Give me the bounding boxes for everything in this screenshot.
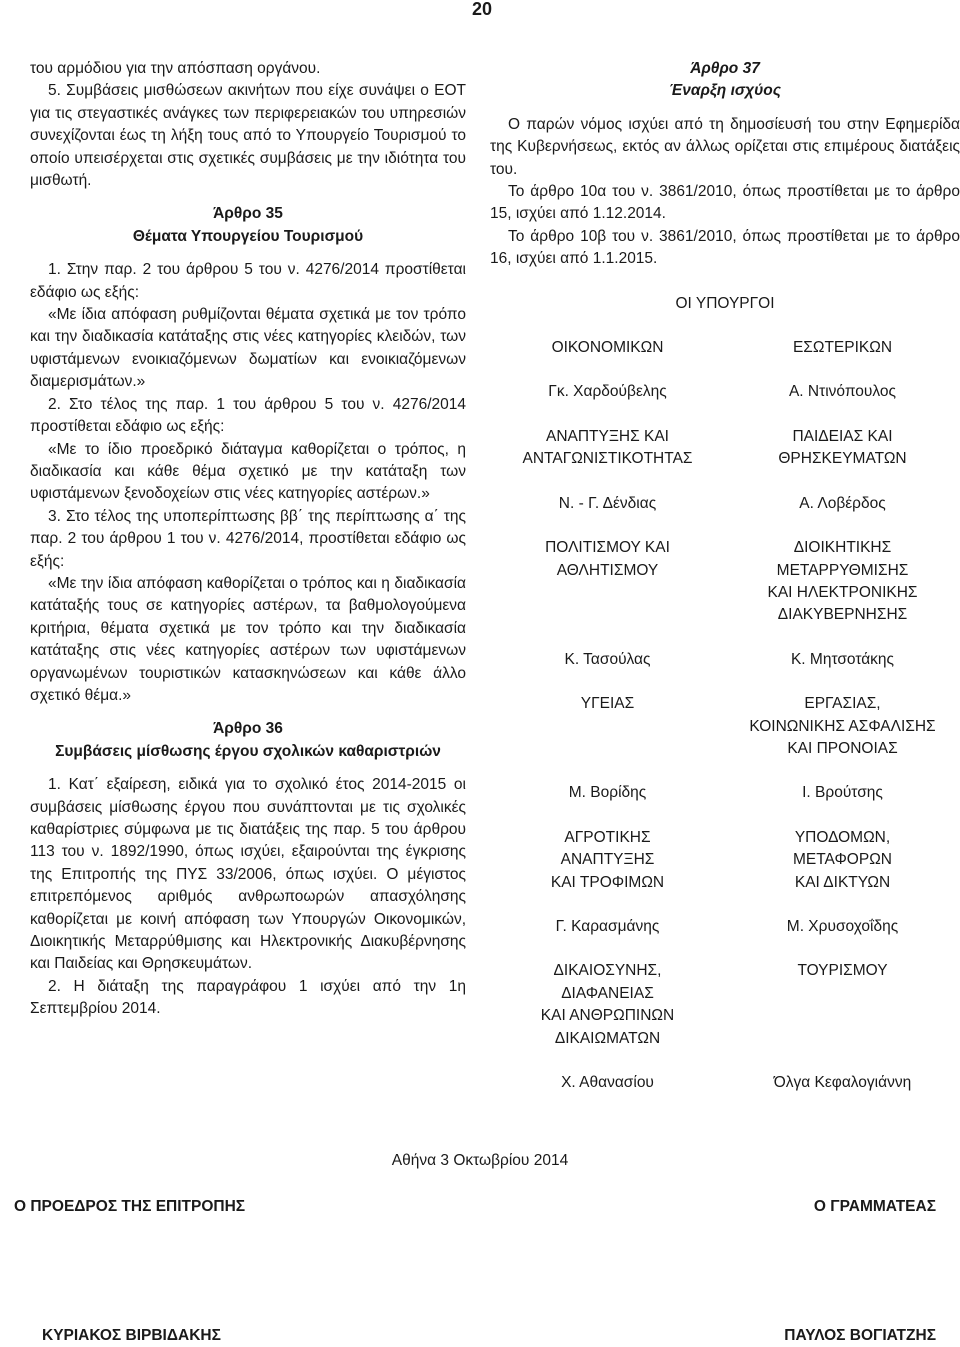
signatures-block	[490, 337, 960, 1094]
paragraph: 2. Η διάταξη της παραγράφου 1 ισχύει από την 1η Σεπτεμβρίου 2014.	[30, 977, 466, 1018]
paragraph: του αρμόδιου για την απόσπαση οργάνου.	[30, 60, 321, 77]
ministry-name: ΠΑΙΔΕΙΑΣ ΚΑΙ ΘΡΗΣΚΕΥΜΑΤΩΝ	[778, 427, 907, 468]
paragraph: 2. Στο τέλος της παρ. 1 του άρθρου 5 του ν. 4276/2014 προστίθεται εδάφιο ως εξής:	[30, 395, 466, 436]
date: Αθήνα 3 Οκτωβρίου 2014	[391, 1152, 569, 1169]
president-name: ΚΥΡΙΑΚΟΣ ΒΙΡΒΙΔΑΚΗΣ	[42, 1327, 221, 1344]
paragraph: Το άρθρο 10β του ν. 3861/2010, όπως προστίθεται με το άρθρο 16, ισχύει από 1.1.2015.	[490, 227, 960, 268]
ministry-name: ΔΙΟΙΚΗΤΙΚΗΣ ΜΕΤΑΡΡΥΘΜΙΣΗΣ ΚΑΙ ΗΛΕΚΤΡΟΝΙΚΗΣ ΔΙΑΚΥΒΕΡΝΗΣΗΣ	[767, 539, 918, 624]
ministry-name: ΟΙΚΟΝΟΜΙΚΩΝ	[551, 339, 664, 357]
left-column	[30, 58, 466, 1021]
article-35-subtitle: Θέματα Υπουργείου Τουρισμού	[132, 227, 364, 245]
minister-name: Ν. - Γ. Δένδιας	[558, 494, 657, 512]
paragraph: «Με το ίδιο προεδρικό διάταγμα καθορίζεται ο τρόπος, η διαδικασία και κάθε θέμα σχετικό με την κατάταξη των υφιστάμενων ξενοδοχείων στις νέες κατηγορίες αστέρων.»	[30, 440, 466, 503]
article-37-subtitle: Έναρξη ισχύος	[668, 82, 782, 100]
minister-name: Α. Λοβέρδος	[799, 494, 886, 512]
ministry-name: ΑΝΑΠΤΥΞΗΣ ΚΑΙ ΑΝΤΑΓΩΝΙΣΤΙΚΟΤΗΤΑΣ	[522, 427, 693, 468]
article-36-subtitle: Συμβάσεις μίσθωσης έργου σχολικών καθαριστριών	[55, 742, 441, 760]
signature-pair	[490, 827, 960, 939]
minister-name: Κ. Τασούλας	[564, 650, 651, 668]
minister-name: Ι. Βρούτσης	[802, 784, 883, 802]
page-number: 20	[471, 0, 492, 19]
right-column	[490, 58, 960, 1094]
article-36-title: Άρθρο 36	[213, 720, 283, 738]
minister-name: Μ. Χρυσοχοΐδης	[786, 917, 899, 935]
signature-pair	[490, 693, 960, 805]
paragraph: Το άρθρο 10α του ν. 3861/2010, όπως προστίθεται με το άρθρο 15, ισχύει από 1.12.2014.	[490, 183, 960, 223]
signature-pair	[490, 960, 960, 1094]
signature-pair	[490, 426, 960, 515]
paragraph: 1. Στην παρ. 2 του άρθρου 5 του ν. 4276/2014 προστίθεται εδάφιο ως εξής:	[30, 261, 466, 301]
ministry-name: ΠΟΛΙΤΙΣΜΟΥ ΚΑΙ ΑΘΛΗΤΙΣΜΟΥ	[545, 539, 670, 579]
article-35-title: Άρθρο 35	[213, 205, 283, 223]
president-role: Ο ΠΡΟΕΔΡΟΣ ΤΗΣ ΕΠΙΤΡΟΠΗΣ	[14, 1198, 246, 1215]
secretary-role: Ο ΓΡΑΜΜΑΤΕΑΣ	[813, 1198, 936, 1215]
paragraph: 3. Στο τέλος της υποπερίπτωσης ββ΄ της περίπτωσης α΄ της παρ. 2 του άρθρου 1 του ν. 4276/2014, προστίθεται εδάφιο ως εξής:	[30, 507, 466, 570]
ministry-name: ΥΠΟΔΟΜΩΝ, ΜΕΤΑΦΟΡΩΝ ΚΑΙ ΔΙΚΤΥΩΝ	[792, 828, 892, 891]
minister-name: Γ. Καρασμάνης	[555, 917, 660, 935]
signature-pair	[490, 537, 960, 671]
ministry-name: ΕΣΩΤΕΡΙΚΩΝ	[792, 339, 893, 357]
minister-name: Όλγα Κεφαλογιάννη	[773, 1074, 912, 1091]
minister-name: Γκ. Χαρδούβελης	[548, 383, 667, 401]
ministry-name: ΑΓΡΟΤΙΚΗΣ ΑΝΑΠΤΥΞΗΣ ΚΑΙ ΤΡΟΦΙΜΩΝ	[550, 828, 665, 891]
paragraph: 1. Κατ΄ εξαίρεση, ειδικά για το σχολικό έτος 2014-2015 οι συμβάσεις μίσθωσης έργου που συνάπτονται με τις σχολικές καθαρίστριες σύμφωνα με τις διατάξεις της παρ. 5 του άρθρου 113 του ν. 1892/1990, όπως ισχύει, εξαιρούνται της έγκρισης της Επιτροπής της ΠΥΣ 33/2006, όπως ισχύει. Ο μέγιστος επιτρεπόμενος αριθμός ανθρωποωρών απασχόλησης καθορίζεται με κοινή απόφαση των Υπουργών Οικονομικών, Διοικητικής Μεταρρύθμισης και Ηλεκτρονικής Διακυβέρνησης και Παιδείας και Θρησκευμάτων.	[30, 776, 466, 973]
minister-name: Χ. Αθανασίου	[561, 1074, 654, 1091]
signature-pair	[490, 337, 960, 404]
paragraph: Ο παρών νόμος ισχύει από τη δημοσίευσή του στην Εφημερίδα της Κυβερνήσεως, εκτός αν άλλως ορίζεται στις επιμέρους διατάξεις του.	[490, 115, 960, 178]
minister-name: Κ. Μητσοτάκης	[790, 650, 895, 668]
ministry-name: ΤΟΥΡΙΣΜΟΥ	[797, 962, 888, 980]
ministry-name: ΔΙΚΑΙΟΣΥΝΗΣ, ΔΙΑΦΑΝΕΙΑΣ ΚΑΙ ΑΝΘΡΩΠΙΝΩΝ ΔΙΚΑΙΩΜΑΤΩΝ	[540, 962, 675, 1047]
ministry-name: ΕΡΓΑΣΙΑΣ, ΚΟΙΝΩΝΙΚΗΣ ΑΣΦΑΛΙΣΗΣ ΚΑΙ ΠΡΟΝΟΙΑΣ	[749, 695, 936, 757]
paragraph: «Με ίδια απόφαση ρυθμίζονται θέματα σχετικά με τον τρόπο και την διαδικασία κατάταξης στις νέες κατηγορίες κλειδών, των υφιστάμενων ενοικιαζόμενων δωματίων και ενοικιαζόμενων διαμερισμάτων.»	[30, 306, 466, 391]
minister-name: Α. Ντινόπουλος	[788, 383, 897, 401]
paragraph: 5. Συμβάσεις μισθώσεων ακινήτων που είχε συνάψει ο ΕΟΤ για τις στεγαστικές ανάγκες των περιφερειακών του υπηρεσιών συνεχίζονται έως τη λήξη τους από το Υπουργείο Τουρισμού το οποίο υπεισέρχεται στις σχετικές συμβάσεις με την ιδιότητα του μισθωτή.	[30, 82, 466, 190]
minister-name: Μ. Βορίδης	[568, 784, 647, 802]
paragraph: «Με την ίδια απόφαση καθορίζεται ο τρόπος και η διαδικασία κατάταξής τους σε κατηγορίες αστέρων, τα βαθμολογούμενα κριτήρια, θέματα σχετικά με τον τρόπο και την διαδικασία κατάταξης στις νέες κατηγορίες αστέρων των υφιστάμενων οργανωμένων τουριστικών κατασκηνώσεων και κάθε άλλο σχετικό θέμα.»	[30, 574, 466, 704]
ministers-heading: ΟΙ ΥΠΟΥΡΓΟΙ	[675, 294, 775, 312]
article-37-title: Άρθρο 37	[690, 60, 760, 77]
ministry-name: ΥΓΕΙΑΣ	[580, 695, 635, 713]
secretary-name: ΠΑΥΛΟΣ ΒΟΓΙΑΤΖΗΣ	[784, 1327, 936, 1344]
